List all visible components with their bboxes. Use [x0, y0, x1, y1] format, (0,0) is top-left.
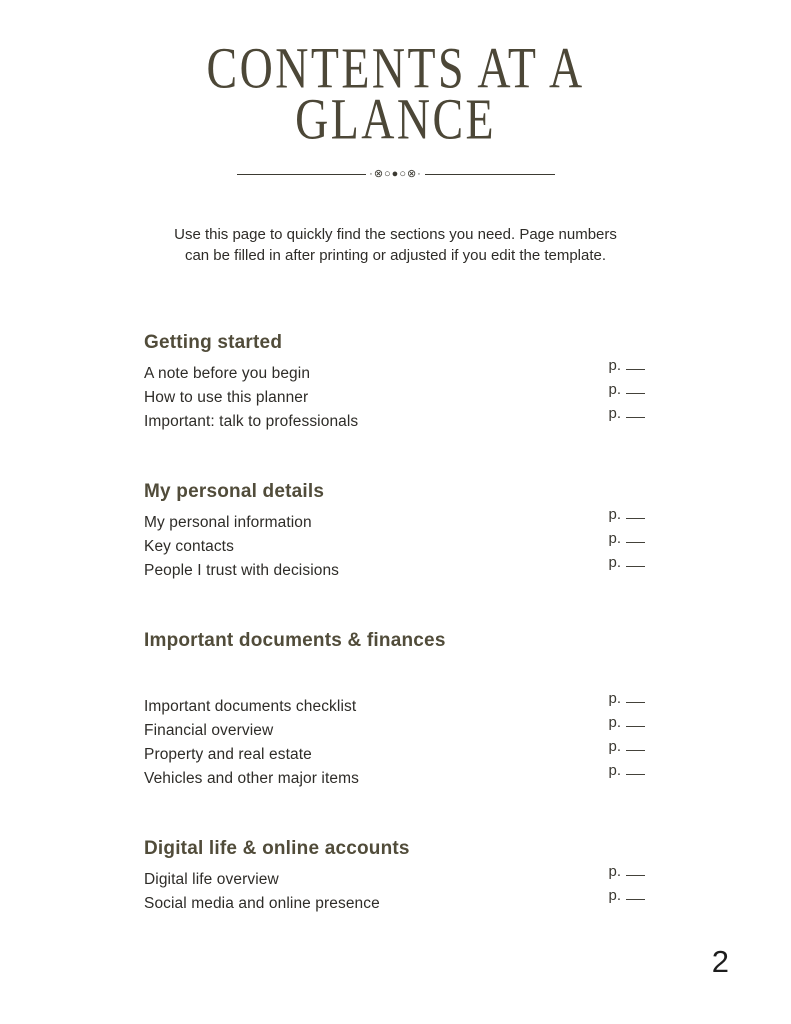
divider-rule-left — [237, 174, 367, 175]
section-items — [144, 862, 645, 919]
section-heading: Getting started — [144, 331, 283, 353]
divider-rule-right — [425, 174, 555, 175]
section-items — [144, 356, 645, 437]
page-number-blank-field[interactable] — [626, 723, 645, 727]
section-heading: Important documents & finances — [144, 629, 446, 651]
toc-item-label: Key contacts — [144, 537, 234, 555]
page-ref-prefix: p. — [608, 529, 621, 547]
toc-item-row — [144, 862, 645, 895]
intro-text: Use this page to quickly find the sections you need. Page numbers can be filled in after printing or adjusted if you edit the template. — [174, 225, 617, 264]
page-ref-prefix: p. — [608, 886, 621, 904]
toc-item-label: Property and real estate — [144, 745, 312, 763]
page-ref-prefix: p. — [608, 761, 621, 779]
toc-item-row — [144, 505, 645, 538]
section-items — [144, 689, 645, 794]
toc-item-label: Social media and online presence — [144, 894, 380, 912]
page-ref — [608, 405, 645, 422]
page-ref — [608, 554, 645, 571]
page-ref-prefix: p. — [608, 356, 621, 374]
toc-item-label: Important: talk to professionals — [144, 412, 359, 430]
toc-item-row — [144, 529, 645, 562]
toc-item-row — [144, 404, 645, 437]
page-title-line2: GLANCE — [294, 87, 496, 153]
toc-item-row — [144, 553, 645, 586]
page-ref — [608, 357, 645, 374]
page-ref-prefix: p. — [608, 689, 621, 707]
page-title-line1: CONTENTS AT A — [206, 36, 585, 102]
page-number-blank-field[interactable] — [626, 414, 645, 418]
toc-item-label: A note before you begin — [144, 364, 311, 382]
section-heading: My personal details — [144, 480, 325, 502]
page-ref-prefix: p. — [608, 713, 621, 731]
toc-item-row — [144, 689, 645, 722]
page-number-blank-field[interactable] — [626, 699, 645, 703]
toc-section — [144, 332, 645, 437]
page-ref — [608, 762, 645, 779]
section-items — [144, 505, 645, 586]
page-number-blank-field[interactable] — [626, 872, 645, 876]
toc-item-label: Vehicles and other major items — [144, 769, 359, 787]
toc-item-row — [144, 886, 645, 919]
toc-section — [144, 481, 645, 586]
toc-section — [144, 838, 645, 919]
toc-section — [144, 630, 645, 794]
page-number-blank-field[interactable] — [626, 515, 645, 519]
page-ref — [608, 714, 645, 731]
toc-item-label: People I trust with decisions — [144, 561, 340, 579]
ornament-icon: ·⊗○●○⊗· — [369, 167, 422, 180]
decorative-divider — [237, 169, 555, 180]
page-ref-prefix: p. — [608, 862, 621, 880]
page-ref — [608, 887, 645, 904]
page-number-blank-field[interactable] — [626, 390, 645, 394]
page-number-blank-field[interactable] — [626, 747, 645, 751]
page-ref-prefix: p. — [608, 737, 621, 755]
page-number: 2 — [711, 944, 729, 979]
page-ref-prefix: p. — [608, 505, 621, 523]
section-heading: Digital life & online accounts — [144, 837, 410, 859]
page-ref-prefix: p. — [608, 404, 621, 422]
toc-item-row — [144, 356, 645, 389]
page-ref — [608, 506, 645, 523]
toc-item-label: My personal information — [144, 513, 312, 531]
page-ref — [608, 863, 645, 880]
page-title — [206, 36, 585, 153]
toc-item-row — [144, 761, 645, 794]
page-ref-prefix: p. — [608, 380, 621, 398]
toc-item-label: Important documents checklist — [144, 697, 357, 715]
page-ref — [608, 381, 645, 398]
toc-item-label: Financial overview — [144, 721, 274, 739]
page-number-blank-field[interactable] — [626, 539, 645, 543]
toc-item-row — [144, 737, 645, 770]
toc-item-label: Digital life overview — [144, 870, 279, 888]
toc-item-label: How to use this planner — [144, 388, 309, 406]
page-ref — [608, 738, 645, 755]
toc-sections — [144, 332, 645, 919]
page-ref — [608, 690, 645, 707]
page-number-blank-field[interactable] — [626, 771, 645, 775]
page-ref-prefix: p. — [608, 553, 621, 571]
title-block — [0, 36, 791, 153]
page-number-blank-field[interactable] — [626, 366, 645, 370]
toc-item-row — [144, 380, 645, 413]
page-number-blank-field[interactable] — [626, 563, 645, 567]
toc-item-row — [144, 713, 645, 746]
page-number-blank-field[interactable] — [626, 896, 645, 900]
page-ref — [608, 530, 645, 547]
